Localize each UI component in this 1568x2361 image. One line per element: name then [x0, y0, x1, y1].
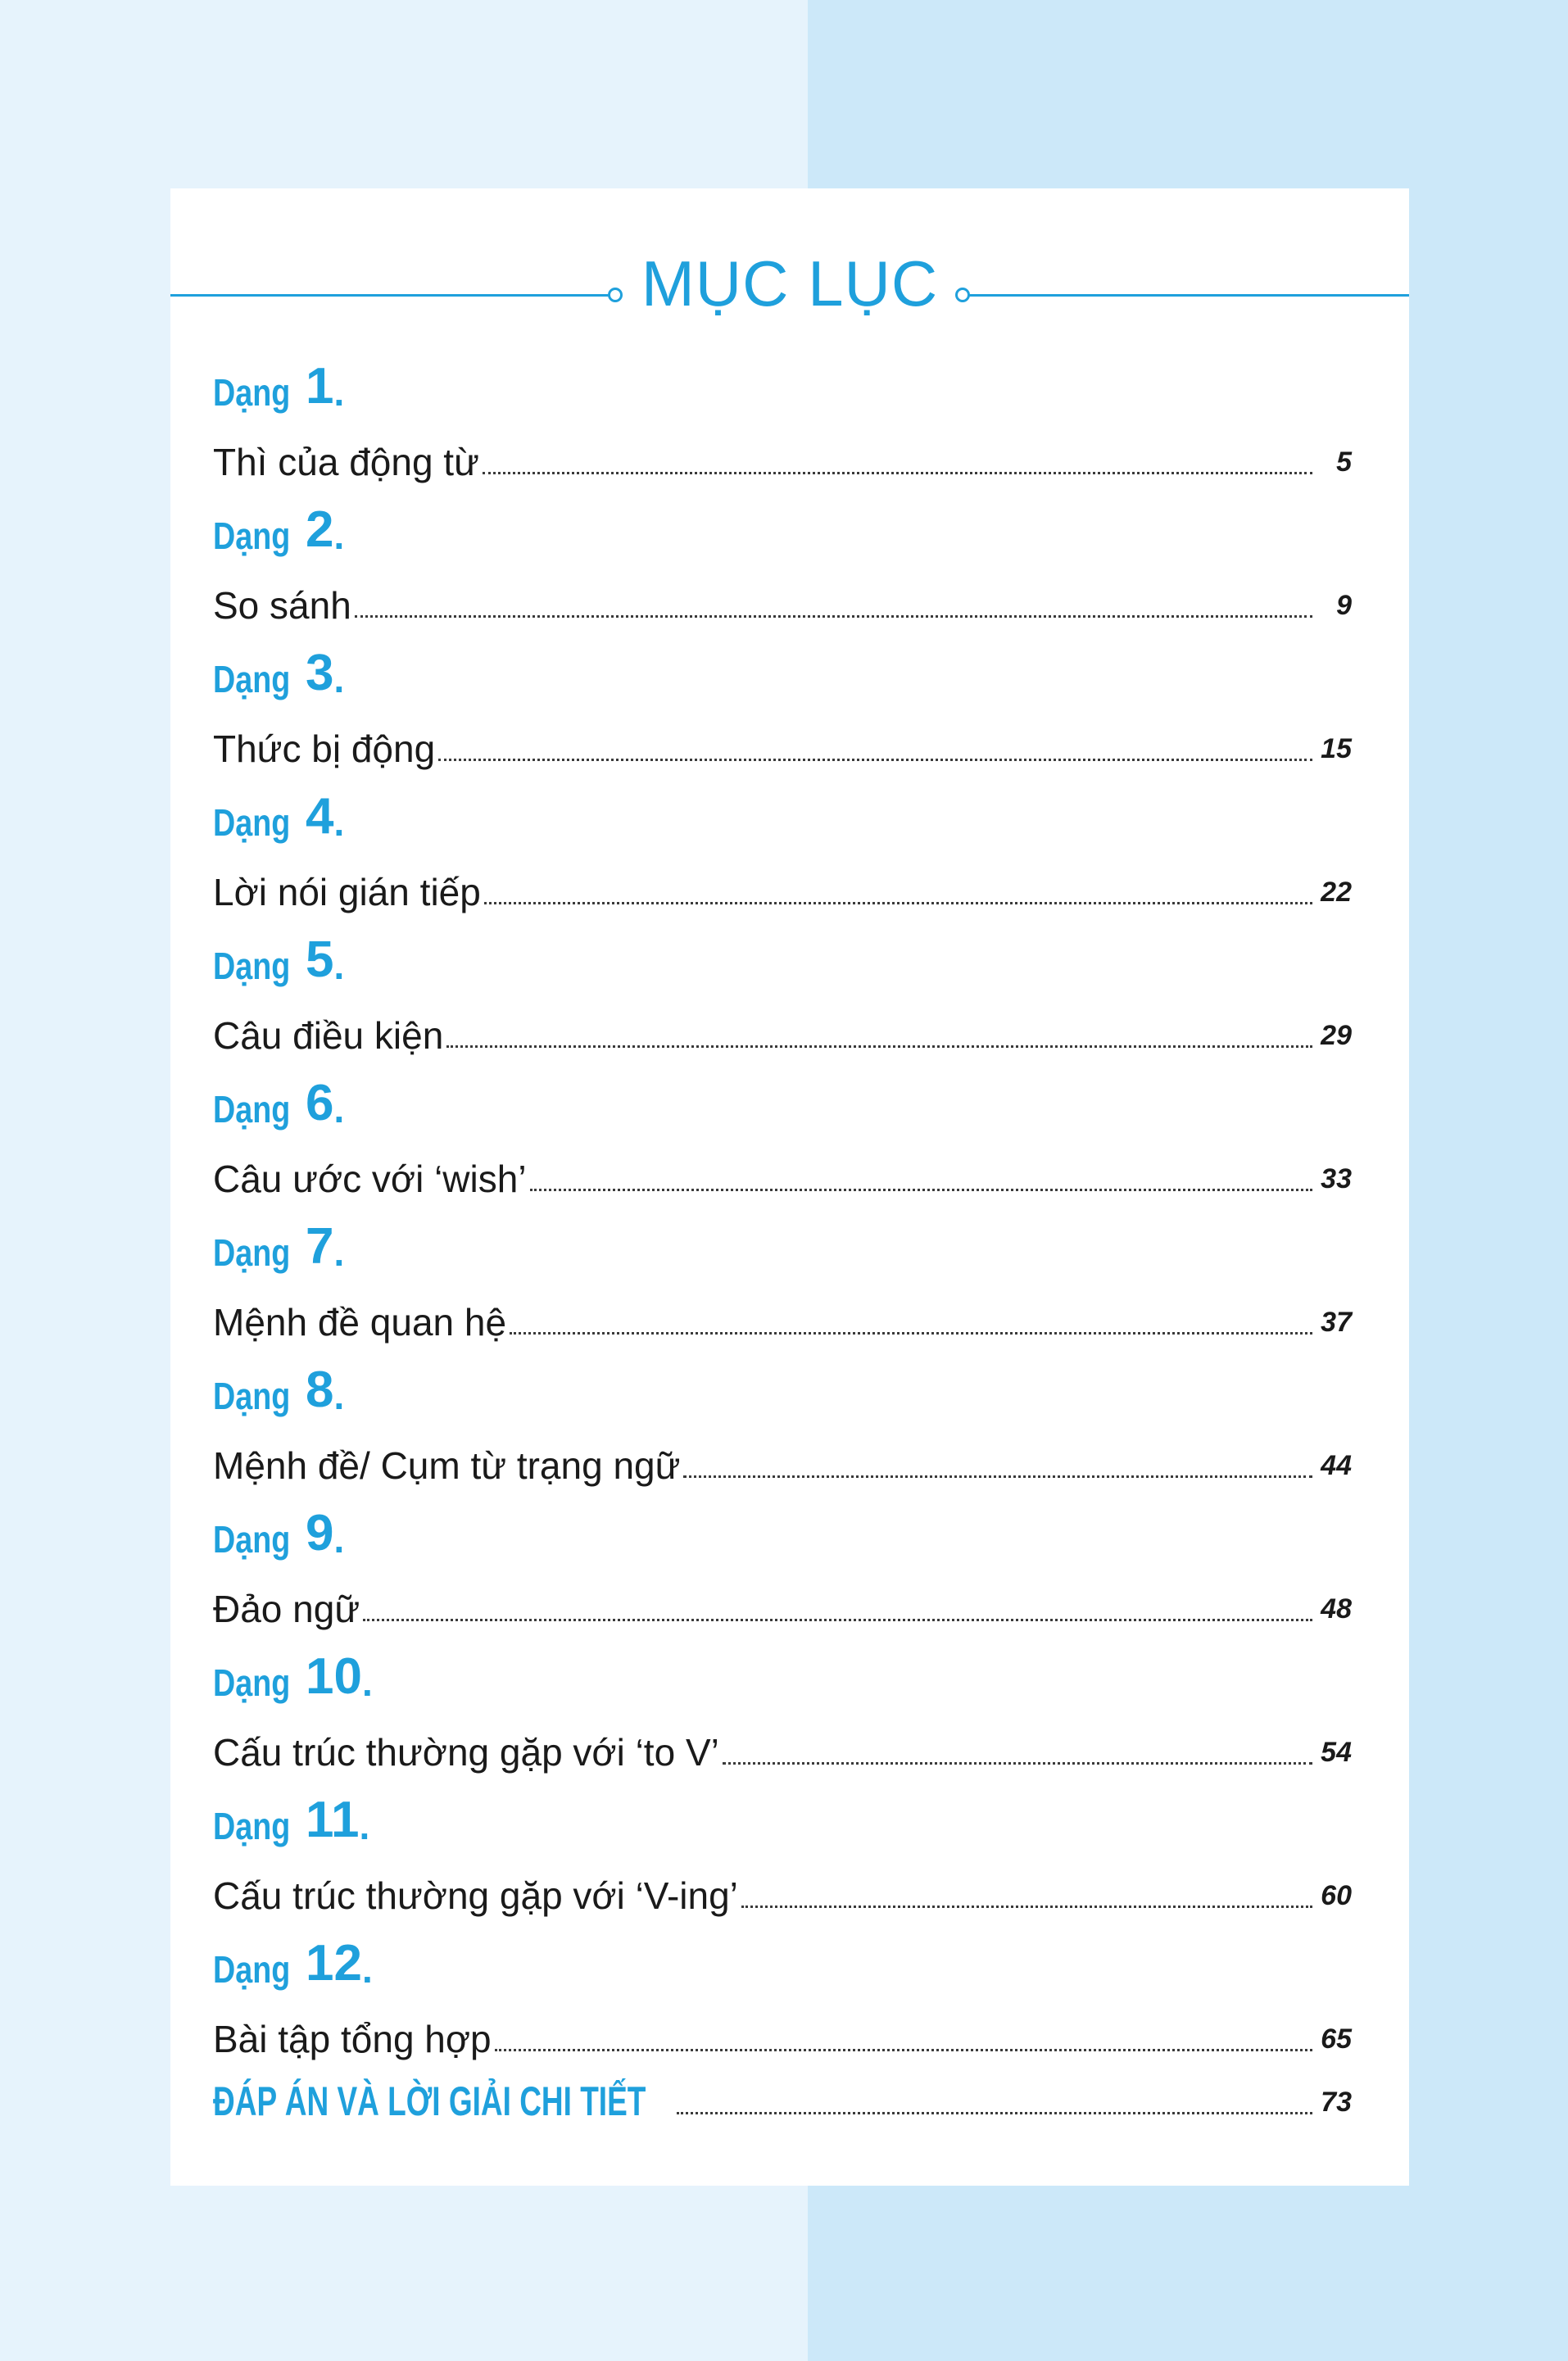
section-label: Dạng	[213, 1231, 291, 1274]
dot-leader	[495, 2049, 1312, 2051]
toc-entry[interactable]	[213, 560, 1352, 631]
section-label: Dạng	[213, 514, 291, 557]
title-rule-left-dot	[608, 288, 623, 302]
section-number: 3	[306, 645, 334, 701]
section-number: 8	[306, 1362, 334, 1418]
section-number: 12	[306, 1935, 362, 1992]
section-heading	[213, 344, 1524, 416]
toc-entry-page: 9	[1336, 590, 1352, 621]
toc-entry-title: Cấu trúc thường gặp với ‘V-ing’	[213, 1874, 738, 1917]
toc-section-2	[213, 487, 1524, 631]
section-heading	[213, 1491, 1524, 1563]
toc-entry-title: Bài tập tổng hợp	[213, 2018, 492, 2060]
toc-entry-title: Cấu trúc thường gặp với ‘to V’	[213, 1731, 719, 1774]
section-label: Dạng	[213, 1948, 291, 1991]
toc-entry-title: Mệnh đề quan hệ	[213, 1301, 507, 1344]
dot-leader	[723, 1762, 1312, 1765]
dot-leader	[363, 1619, 1312, 1621]
toc-entry[interactable]	[213, 1133, 1352, 1204]
toc-entry-title: Đảo ngữ	[213, 1588, 360, 1630]
section-label: Dạng	[213, 1375, 291, 1417]
section-number: 11	[306, 1792, 360, 1848]
toc-answers-entry[interactable]	[213, 2069, 1352, 2126]
section-number: 5	[306, 931, 334, 988]
toc-section-12	[213, 1921, 1524, 2064]
dot-leader	[438, 759, 1312, 761]
toc-section-5	[213, 918, 1524, 1061]
toc-entry[interactable]	[213, 1276, 1352, 1348]
section-label: Dạng	[213, 1088, 291, 1131]
toc-entry-page: 48	[1321, 1593, 1352, 1625]
toc-entry-page: 33	[1321, 1163, 1352, 1194]
toc-entry-title: Lời nói gián tiếp	[213, 871, 481, 913]
section-suffix: .	[361, 1661, 373, 1704]
section-heading	[213, 1778, 1524, 1850]
toc-entry-page: 54	[1321, 1737, 1352, 1768]
dot-leader	[484, 902, 1312, 904]
title-rule-right-dot	[955, 288, 970, 302]
toc-entry-title: Câu ước với ‘wish’	[213, 1158, 527, 1200]
section-number: 2	[306, 501, 334, 558]
section-suffix: .	[361, 1948, 373, 1991]
section-heading	[213, 487, 1524, 560]
toc-entry-title: Thì của động từ	[213, 441, 479, 483]
toc-section-1	[213, 344, 1524, 487]
toc-entry[interactable]	[213, 703, 1352, 774]
section-number: 4	[306, 788, 334, 845]
toc-section-7	[213, 1204, 1524, 1348]
section-heading	[213, 774, 1524, 846]
toc-entry[interactable]	[213, 1420, 1352, 1491]
section-suffix: .	[333, 945, 345, 987]
section-suffix: .	[333, 1375, 345, 1417]
toc-entry-title: Câu điều kiện	[213, 1014, 444, 1057]
toc-entry-page: 44	[1321, 1450, 1352, 1481]
section-heading	[213, 1061, 1524, 1133]
toc-entry-page: 65	[1321, 2023, 1352, 2055]
toc-list	[213, 344, 1524, 2064]
section-suffix: .	[333, 801, 345, 844]
section-number: 7	[306, 1218, 334, 1275]
section-heading	[213, 1204, 1524, 1276]
section-suffix: .	[333, 658, 345, 700]
section-heading	[213, 1348, 1524, 1420]
page-title: MỤC LỤC	[641, 247, 939, 319]
toc-section-6	[213, 1061, 1524, 1204]
toc-entry-title: Mệnh đề/ Cụm từ trạng ngữ	[213, 1444, 681, 1487]
section-number: 6	[306, 1075, 334, 1131]
dot-leader	[530, 1189, 1312, 1191]
toc-entry-page: 37	[1321, 1307, 1352, 1338]
dot-leader	[677, 2112, 1312, 2114]
title-rule-left	[170, 294, 611, 297]
section-suffix: .	[359, 1805, 370, 1847]
section-suffix: .	[333, 1518, 345, 1561]
toc-entry-page: 15	[1321, 733, 1352, 764]
toc-entry-title: Thức bị động	[213, 727, 436, 770]
toc-entry-title: So sánh	[213, 584, 351, 627]
answers-page: 73	[1321, 2087, 1352, 2118]
section-label: Dạng	[213, 1805, 291, 1847]
section-heading	[213, 631, 1524, 703]
toc-section-10	[213, 1634, 1524, 1778]
section-number: 9	[306, 1505, 334, 1561]
toc-section-4	[213, 774, 1524, 918]
title-rule-right	[967, 294, 1409, 297]
section-suffix: .	[333, 1231, 345, 1274]
section-heading	[213, 1921, 1524, 1993]
answers-title: ĐÁP ÁN VÀ LỜI GIẢI CHI TIẾT	[213, 2078, 646, 2124]
toc-panel	[170, 188, 1409, 2186]
section-label: Dạng	[213, 371, 291, 414]
toc-entry[interactable]	[213, 1993, 1352, 2064]
toc-entry[interactable]	[213, 416, 1352, 487]
section-suffix: .	[333, 514, 345, 557]
dot-leader	[510, 1332, 1312, 1335]
section-heading	[213, 918, 1524, 990]
section-label: Dạng	[213, 658, 291, 700]
dot-leader	[446, 1045, 1312, 1048]
section-label: Dạng	[213, 945, 291, 987]
section-suffix: .	[333, 371, 345, 414]
section-label: Dạng	[213, 1518, 291, 1561]
toc-entry-page: 29	[1321, 1020, 1352, 1051]
toc-entry[interactable]	[213, 846, 1352, 918]
toc-entry-page: 60	[1321, 1880, 1352, 1911]
toc-section-8	[213, 1348, 1524, 1491]
section-suffix: .	[333, 1088, 345, 1131]
toc-entry[interactable]	[213, 1850, 1352, 1921]
dot-leader	[483, 472, 1312, 474]
section-label: Dạng	[213, 801, 291, 844]
dot-leader	[741, 1906, 1312, 1908]
section-number: 1	[306, 358, 334, 415]
toc-entry-page: 5	[1336, 446, 1352, 478]
section-label: Dạng	[213, 1661, 291, 1704]
dot-leader	[683, 1475, 1312, 1478]
toc-entry[interactable]	[213, 990, 1352, 1061]
toc-entry-page: 22	[1321, 877, 1352, 908]
toc-section-9	[213, 1491, 1524, 1634]
toc-entry[interactable]	[213, 1563, 1352, 1634]
dot-leader	[355, 615, 1312, 618]
section-heading	[213, 1634, 1524, 1706]
section-number: 10	[306, 1648, 362, 1705]
toc-section-3	[213, 631, 1524, 774]
toc-entry[interactable]	[213, 1706, 1352, 1778]
toc-section-11	[213, 1778, 1524, 1921]
